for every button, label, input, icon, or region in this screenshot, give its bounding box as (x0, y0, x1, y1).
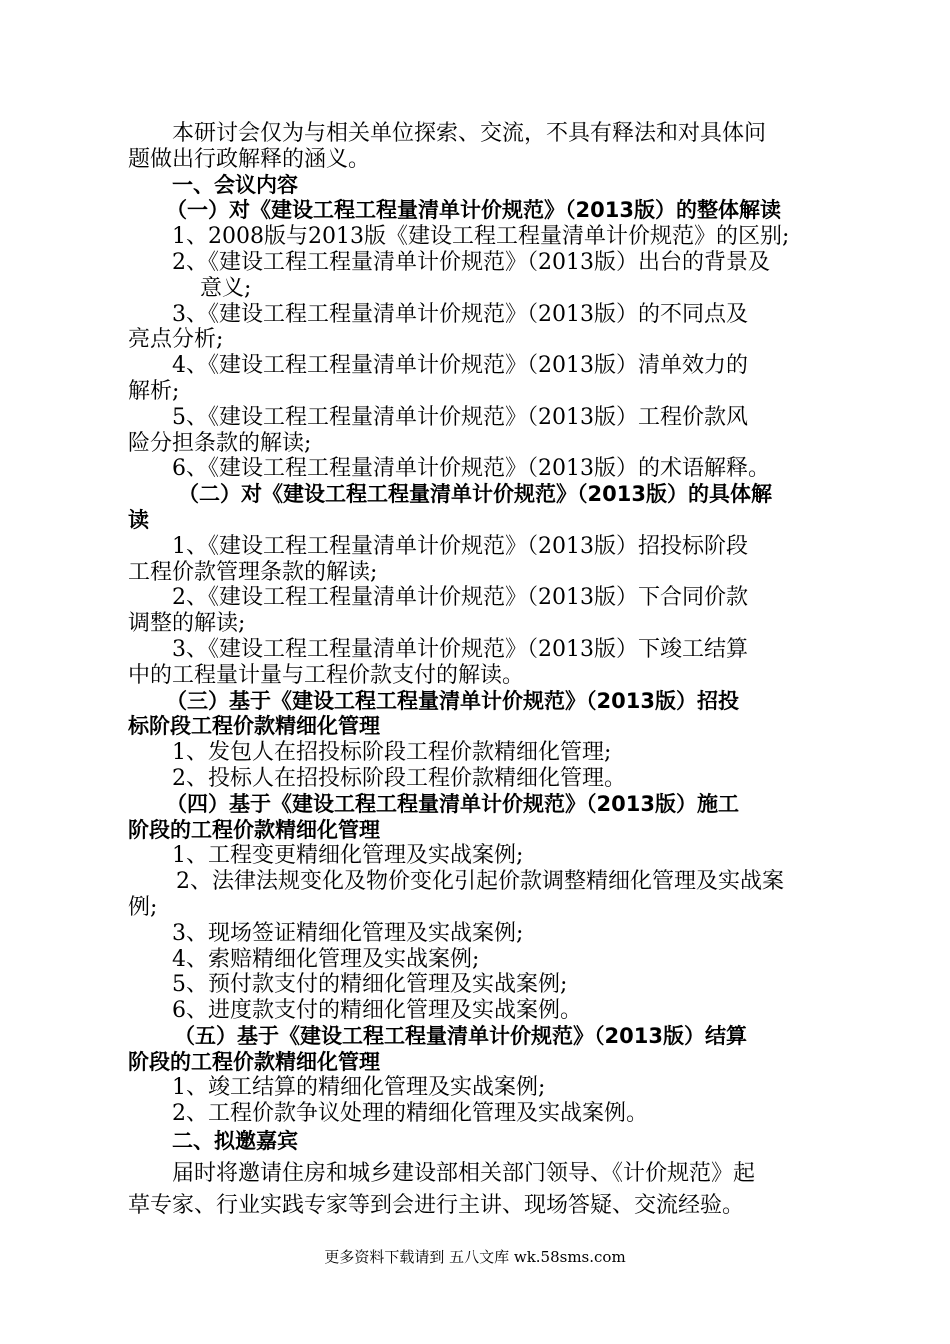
list-item: 2、投标人在招投标阶段工程价款精细化管理。 (172, 765, 626, 791)
list-item-continuation: 亮点分析; (128, 327, 224, 353)
subsection-heading-continuation: 阶段的工程价款精细化管理 (128, 1049, 380, 1074)
list-item-continuation: 意义; (200, 275, 252, 301)
list-item: 2、《建设工程工程量清单计价规范》（2013版）下合同价款 (172, 585, 748, 611)
list-item: 4、索赔精细化管理及实战案例; (172, 946, 480, 972)
list-item-continuation: 险分担条款的解读; (128, 430, 312, 456)
intro-paragraph-line: 题做出行政解释的涵义。 (128, 146, 371, 172)
list-item: 5、预付款支付的精细化管理及实战案例; (172, 972, 568, 998)
subsection-heading: （五）基于《建设工程工程量清单计价规范》（2013版）结算 (174, 1023, 747, 1048)
subsection-heading-continuation: 阶段的工程价款精细化管理 (128, 817, 380, 842)
intro-paragraph-line: 本研讨会仅为与相关单位探索、交流，不具有释法和对具体问 (172, 121, 767, 146)
list-item: 1、2008版与2013版《建设工程工程量清单计价规范》的区别; (172, 224, 790, 250)
list-item-continuation: 工程价款管理条款的解读; (128, 559, 378, 585)
subsection-heading: （二）对《建设工程工程量清单计价规范》（2013版）的具体解 (178, 482, 772, 507)
list-item: 2、《建设工程工程量清单计价规范》（2013版）出台的背景及 (172, 249, 770, 275)
subsection-heading: （一）对《建设工程工程量清单计价规范》（2013版）的整体解读 (166, 198, 781, 223)
subsection-heading: （三）基于《建设工程工程量清单计价规范》（2013版）招投 (166, 688, 739, 713)
page-footer: 更多资料下载请到 五八文库 wk.58sms.com (324, 1248, 626, 1266)
section-heading: 二、拟邀嘉宾 (172, 1129, 298, 1154)
list-item: 1、竣工结算的精细化管理及实战案例; (172, 1075, 546, 1101)
list-item-continuation: 调整的解读; (128, 611, 246, 637)
list-item: 3、现场签证精细化管理及实战案例; (172, 920, 524, 946)
document-body (128, 121, 834, 1218)
list-item: 3、《建设工程工程量清单计价规范》（2013版）下竣工结算 (172, 636, 748, 662)
list-item: 1、《建设工程工程量清单计价规范》（2013版）招投标阶段 (172, 533, 748, 559)
list-item-continuation: 中的工程量计量与工程价款支付的解读。 (128, 662, 525, 688)
list-item: 3、《建设工程工程量清单计价规范》（2013版）的不同点及 (172, 301, 748, 327)
list-item: 2、法律法规变化及物价变化引起价款调整精细化管理及实战案 (176, 869, 784, 895)
list-item: 6、《建设工程工程量清单计价规范》（2013版）的术语解释。 (172, 456, 770, 482)
list-item: 2、工程价款争议处理的精细化管理及实战案例。 (172, 1101, 648, 1127)
list-item: 4、《建设工程工程量清单计价规范》（2013版）清单效力的 (172, 353, 748, 379)
section-heading: 一、会议内容 (172, 172, 298, 197)
list-item-continuation: 例; (128, 894, 158, 920)
guests-paragraph-line: 届时将邀请住房和城乡建设部相关部门领导、《计价规范》起 (172, 1160, 756, 1186)
subsection-heading-continuation: 标阶段工程价款精细化管理 (128, 714, 380, 739)
list-item: 1、工程变更精细化管理及实战案例; (172, 843, 524, 869)
subsection-heading: （四）基于《建设工程工程量清单计价规范》（2013版）施工 (166, 791, 739, 816)
list-item: 5、《建设工程工程量清单计价规范》（2013版）工程价款风 (172, 404, 748, 430)
list-item: 1、发包人在招投标阶段工程价款精细化管理; (172, 740, 612, 766)
list-item: 6、进度款支付的精细化管理及实战案例。 (172, 998, 582, 1024)
guests-paragraph-line: 草专家、行业实践专家等到会进行主讲、现场答疑、交流经验。 (128, 1192, 745, 1218)
list-item-continuation: 解析; (128, 378, 180, 404)
subsection-heading-continuation: 读 (128, 507, 149, 532)
